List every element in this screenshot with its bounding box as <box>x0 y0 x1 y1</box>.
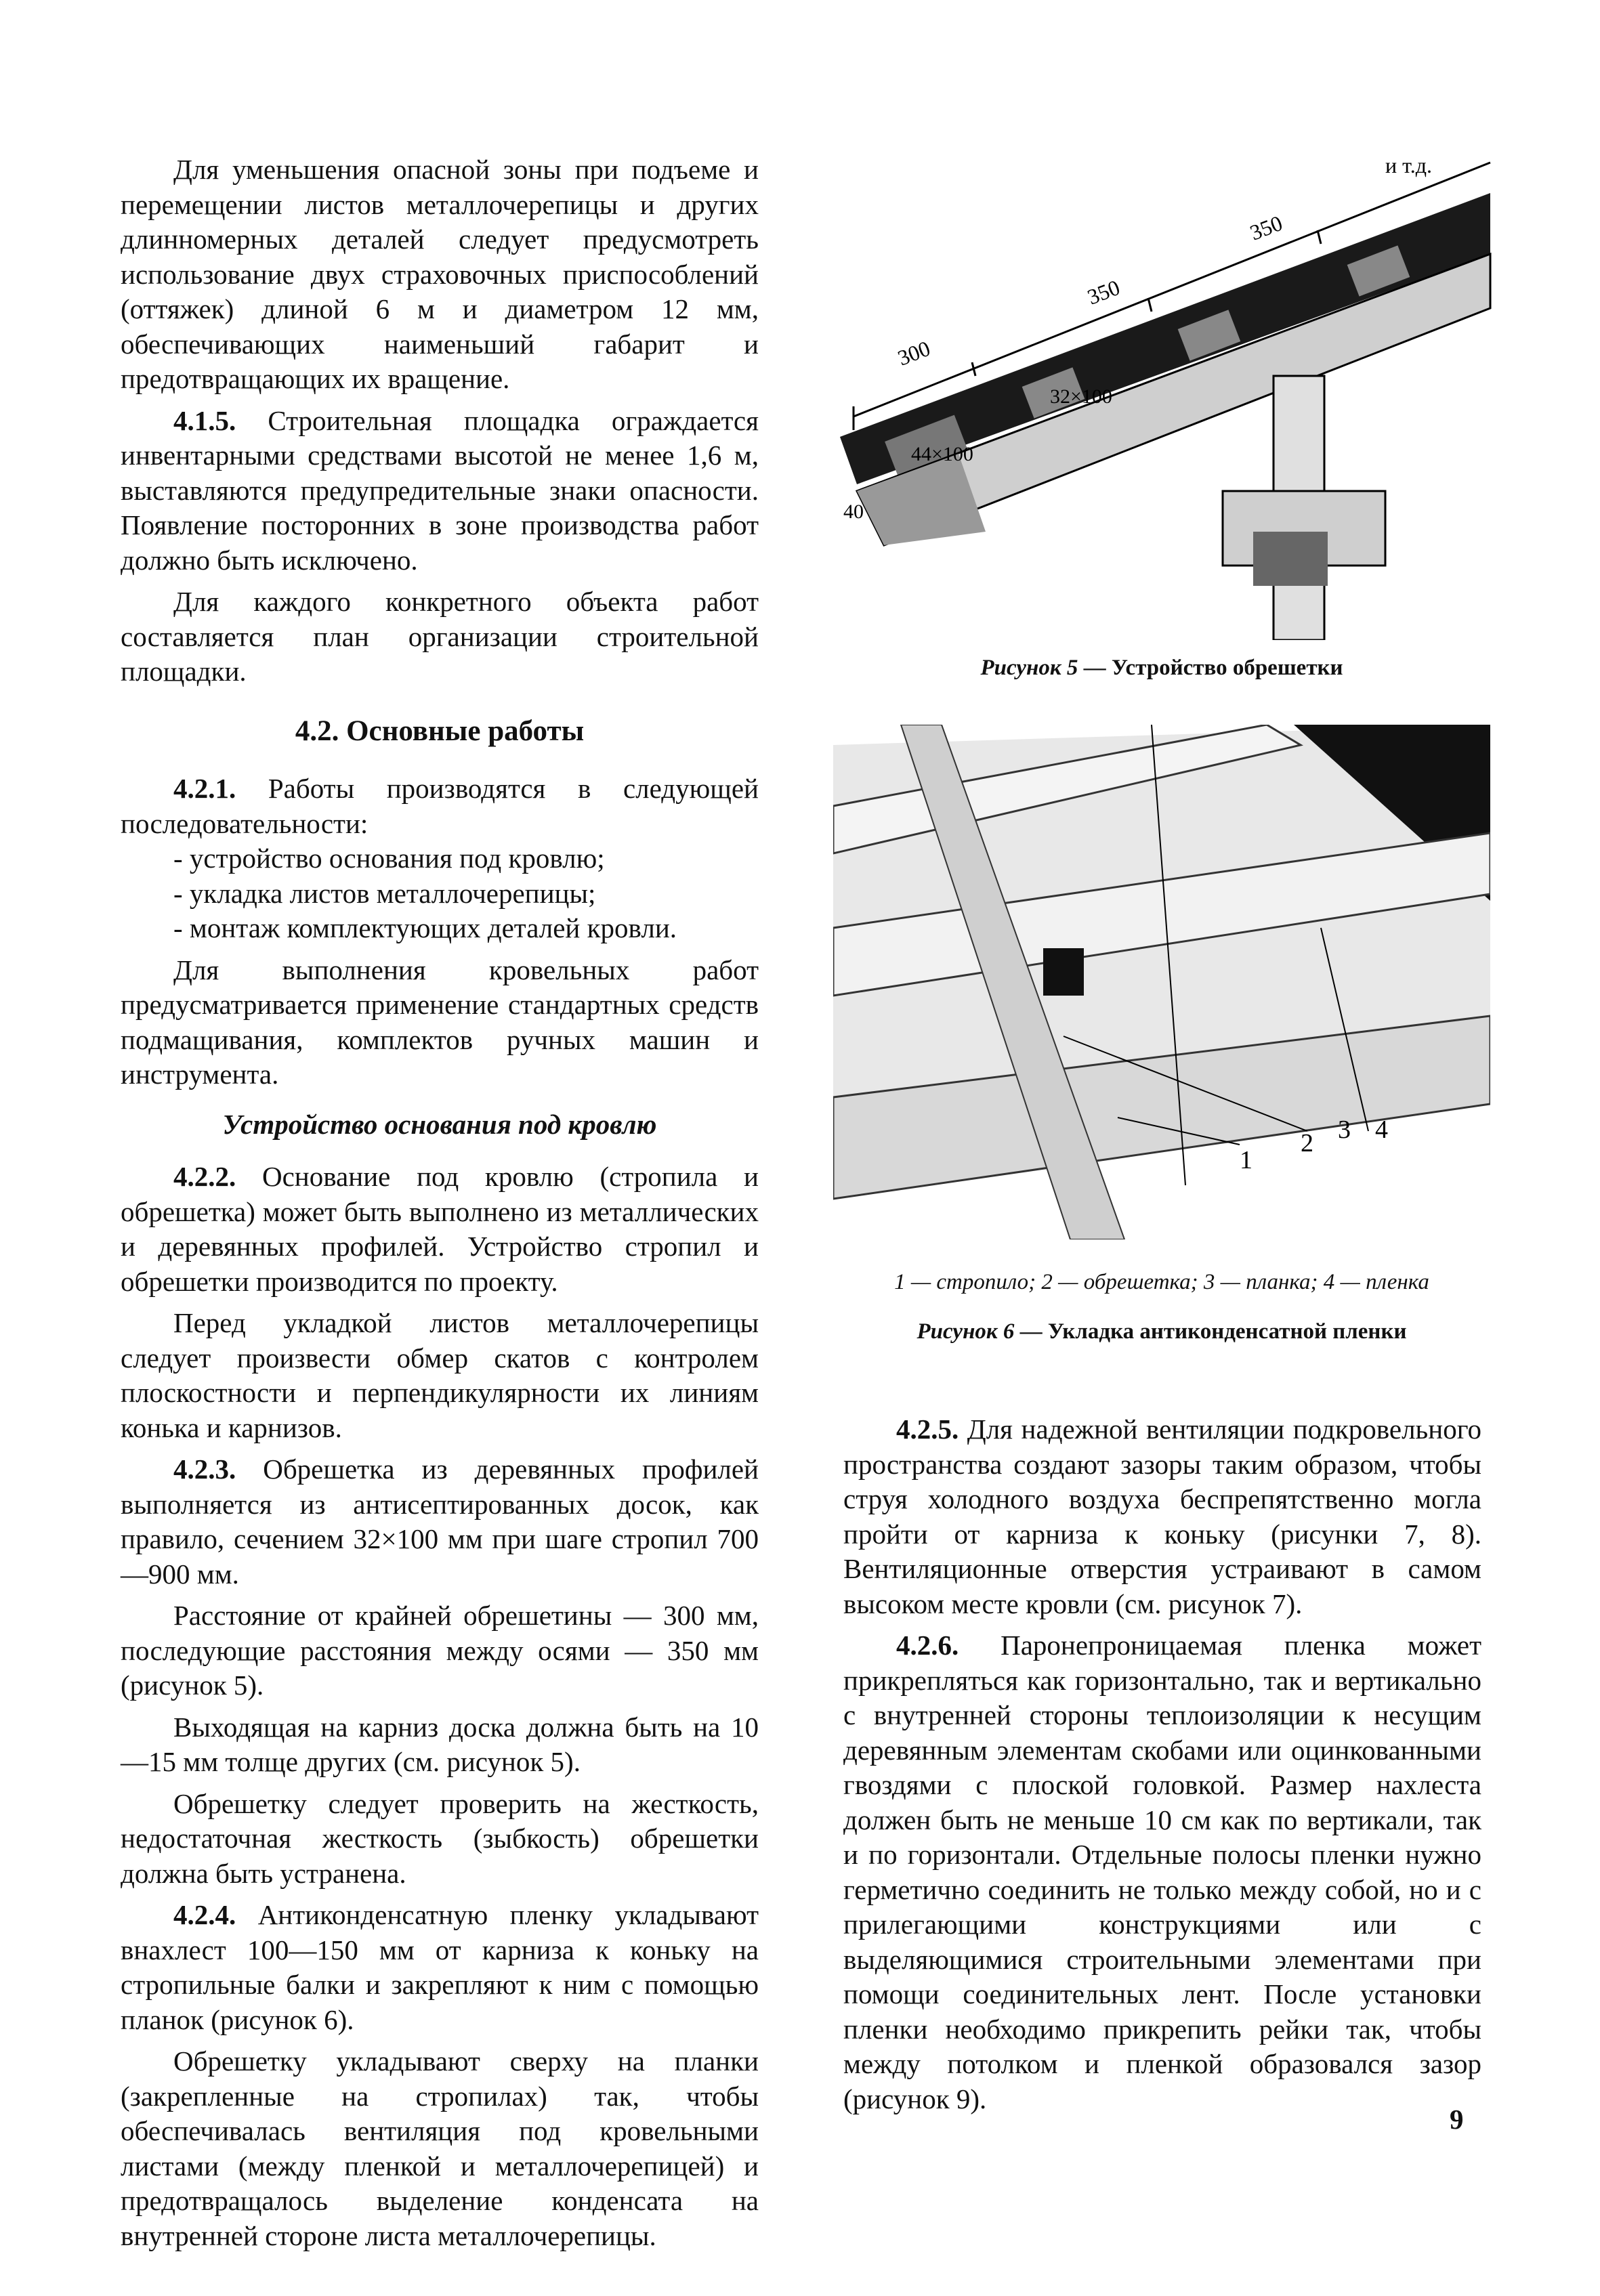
paragraph <box>121 404 759 578</box>
clause-number: 4.2.4. <box>173 1899 236 1930</box>
paragraph-text: Паронепроницаемая пленка может прикрепляться как горизонтально, так и вертикально с внутренней стороны теплоизоляции к несущим деревянным элементам скобами или оцинкованными гвоздями с плоской головкой. Размер нахлеста должен быть не меньше 10 см как по вертикали, так и по горизонтали. Отдельные полосы пленки нужно герметично соединить не только между собой, но и с прилегающими конструкциями или с выделяющимися строительными элементами при помощи соединительных лент. После установки пленки необходимо прикрепить рейки так, чтобы между потолком и пленкой образовался зазор (рисунок 9). <box>843 1630 1481 2114</box>
paragraph: Перед укладкой листов металлочерепицы следует произвести обмер скатов с контролем плоскостности и перпендикулярности их линиям конька и карнизов. <box>121 1307 759 1443</box>
paragraph-text: Работы производятся в следующей последовательности: <box>121 773 759 839</box>
list-item: - укладка листов металлочерепицы; <box>173 877 596 909</box>
paragraph <box>843 1412 1481 1621</box>
dimension-label: 300 <box>894 335 933 370</box>
clause-number: 4.1.5. <box>173 404 236 436</box>
paragraph: Для каждого конкретного объекта работ составляется план организации строительной площадки. <box>121 586 759 687</box>
paragraph-text: Строительная площадка ограждается инвентарными средствами высотой не менее 1,6 м, выставляются предупредительные знаки опасности. Появление посторонних в зоне производства работ должно быть исключено. <box>121 404 759 576</box>
section-label: 32×100 <box>1050 385 1112 408</box>
paragraph <box>121 1898 759 2037</box>
clause-number: 4.2.1. <box>173 773 236 804</box>
paragraph: Обрешетку следует проверить на жесткость, недостаточная жесткость (зыбкость) обрешетки должна быть устранена. <box>121 1787 759 1889</box>
caption-text: — Укладка антиконденсатной пленки <box>1014 1319 1407 1344</box>
caption-text: — Устройство обрешетки <box>1078 656 1343 680</box>
dimension-label: 350 <box>1084 274 1123 310</box>
dimension-label: 40 <box>843 501 864 523</box>
paragraph: Выходящая на карниз доска должна быть на 10—15 мм толще других (см. рисунок 5). <box>121 1711 759 1777</box>
paragraph-text: Обрешетка из деревянных профилей выполняется из антисептированных досок, как правило, сечением 32×100 мм при шаге стропил 700—900 мм. <box>121 1453 759 1590</box>
figure-6-caption <box>830 1319 1494 1344</box>
callout-number: 3 <box>1338 1115 1351 1144</box>
clause-number: 4.2.2. <box>173 1161 236 1192</box>
figure-6-legend: 1 — стропило; 2 — обрешетка; 3 — планка; 4 — пленка <box>894 1270 1429 1294</box>
page-number: 9 <box>1450 2104 1464 2135</box>
caption-number: Рисунок 5 <box>980 656 1078 680</box>
callout-number: 4 <box>1375 1115 1388 1144</box>
fastener-strip <box>1043 948 1084 996</box>
figure-5-lathing-diagram <box>830 152 1494 640</box>
list-item: - устройство основания под кровлю; <box>173 843 605 874</box>
paragraph <box>121 1160 759 1299</box>
section-title: 4.2. Основные работы <box>295 715 585 747</box>
paragraph <box>843 1628 1481 2117</box>
subsection-title: Устройство основания под кровлю <box>222 1108 657 1140</box>
section-label: 44×100 <box>911 443 973 465</box>
paragraph: Обрешетку укладывают сверху на планки (закрепленные на стропилах) так, чтобы обеспечивалась вентиляция под кровельными листами (между пленкой и металлочерепицей) и предотвращалось выделение конденсата на внутренней стороне листа металлочерепицы. <box>121 2045 759 2251</box>
clause-number: 4.2.6. <box>896 1630 959 1661</box>
callout-number: 1 <box>1240 1146 1252 1174</box>
dimension-label: 350 <box>1246 210 1286 245</box>
figure-5-caption <box>830 656 1494 681</box>
figure-6-film-photo <box>833 725 1490 1239</box>
paragraph <box>121 1452 759 1592</box>
caption-number: Рисунок 6 <box>917 1319 1015 1344</box>
paragraph: Для выполнения кровельных работ предусматривается применение стандартных средств подмащивания, комплектов ручных машин и инструмента. <box>121 954 759 1090</box>
paragraph-text: Для надежной вентиляции подкровельного пространства создают зазоры таким образом, чтобы струя холодного воздуха беспрепятственно могла пройти от карниза к коньку (рисунки 7, 8). Вентиляционные отверстия устраивают в самом высоком месте кровли (см. рисунок 7). <box>843 1413 1481 1619</box>
paragraph: Расстояние от крайней обрешетины — 300 мм, последующие расстояния между осями — 350 мм (рисунок 5). <box>121 1600 759 1701</box>
etc-label: и т.д. <box>1385 153 1432 177</box>
list-item: - монтаж комплектующих деталей кровли. <box>173 912 677 943</box>
callout-number: 2 <box>1301 1129 1313 1157</box>
clause-number: 4.2.5. <box>896 1413 959 1445</box>
clause-number: 4.2.3. <box>173 1453 236 1485</box>
paragraph: Для уменьшения опасной зоны при подъеме и перемещении листов металлочерепицы и других длинномерных деталей следует предусмотреть использование двух страховочных приспособлений (оттяжек) длиной 6 м и диаметром 12 мм, обеспечивающих наименьший габарит и предотвращающих их вращение. <box>121 154 759 394</box>
paragraph-text: Основание под кровлю (стропила и обрешетка) может быть выполнено из металлических и деревянных профилей. Устройство стропил и обрешетки производится по проекту. <box>121 1161 759 1297</box>
left-column <box>121 152 759 2260</box>
paragraph <box>121 771 759 841</box>
paragraph-text: Антиконденсатную пленку укладывают внахлест 100—150 мм от карниза к коньку на стропильные балки и закрепляют к ним с помощью планок (рисунок 6). <box>121 1899 759 2035</box>
right-column <box>843 1412 1481 2123</box>
